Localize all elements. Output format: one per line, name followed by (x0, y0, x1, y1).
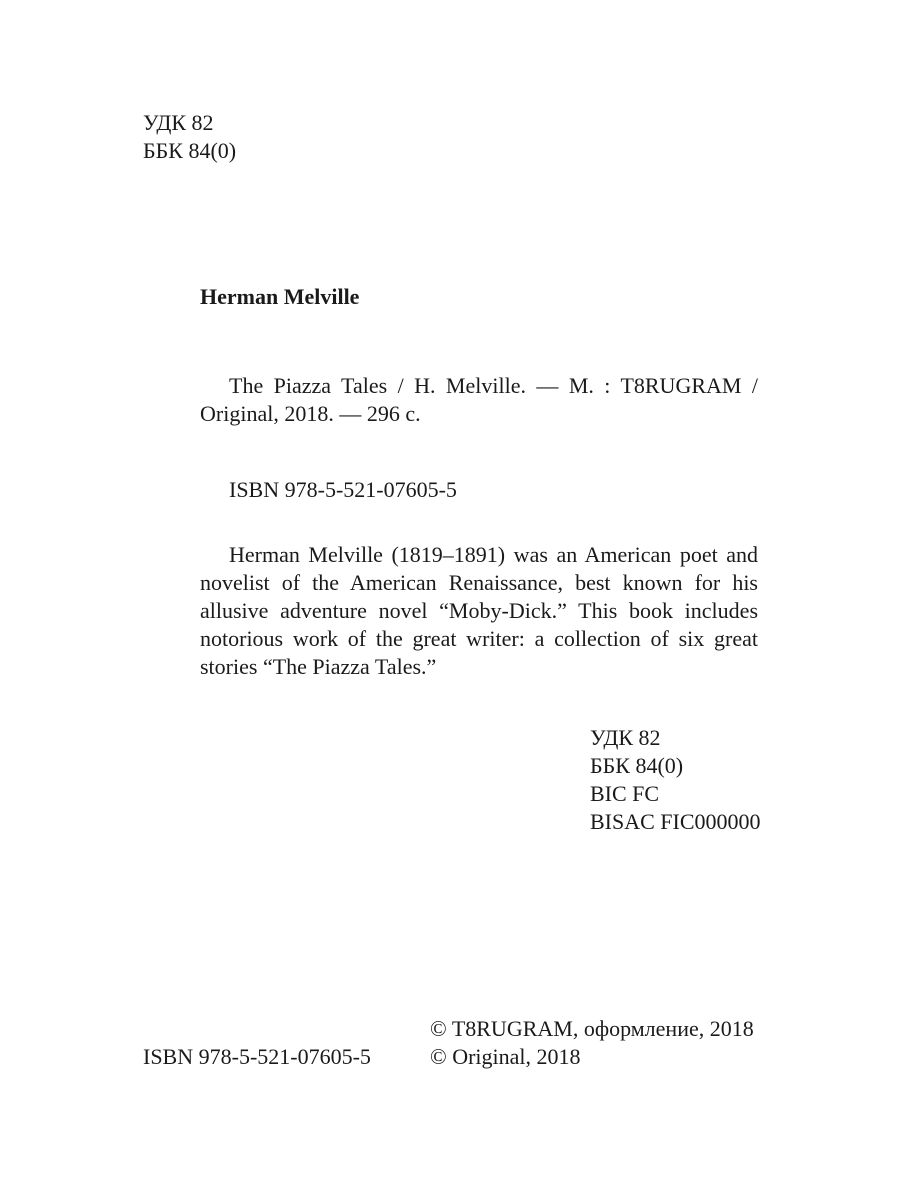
copyright-line-publisher: © T8RUGRAM, оформление, 2018 (430, 1016, 754, 1041)
udk-code-right: УДК 82 (590, 725, 661, 750)
isbn-bottom: ISBN 978-5-521-07605-5 (143, 1044, 371, 1069)
copyright-notice (430, 1015, 754, 1071)
copyright-line-original: © Original, 2018 (430, 1044, 581, 1069)
udk-code: УДК 82 (143, 110, 214, 135)
right-classification (590, 724, 761, 836)
author-name: Herman Melville (200, 284, 360, 309)
bic-code: BIC FC (590, 781, 660, 806)
isbn-main: ISBN 978-5-521-07605-5 (229, 477, 457, 502)
bbk-code-right: ББК 84(0) (590, 753, 684, 778)
bisac-code: BISAC FIC000000 (590, 809, 761, 834)
bbk-code: ББК 84(0) (143, 138, 237, 163)
annotation: Herman Melville (1819–1891) was an American poet and novelist of the American Renaissance, best known for his allusive adventure novel “Moby-Dick.” This book includes notorious work of the great writer: a collection of six great stories “The Piazza Tales.” (200, 542, 758, 679)
top-classification (143, 109, 236, 165)
bibliographic-citation: The Piazza Tales / H. Melville. — M. : T8RUGRAM / Original, 2018. — 296 c. (200, 373, 758, 426)
